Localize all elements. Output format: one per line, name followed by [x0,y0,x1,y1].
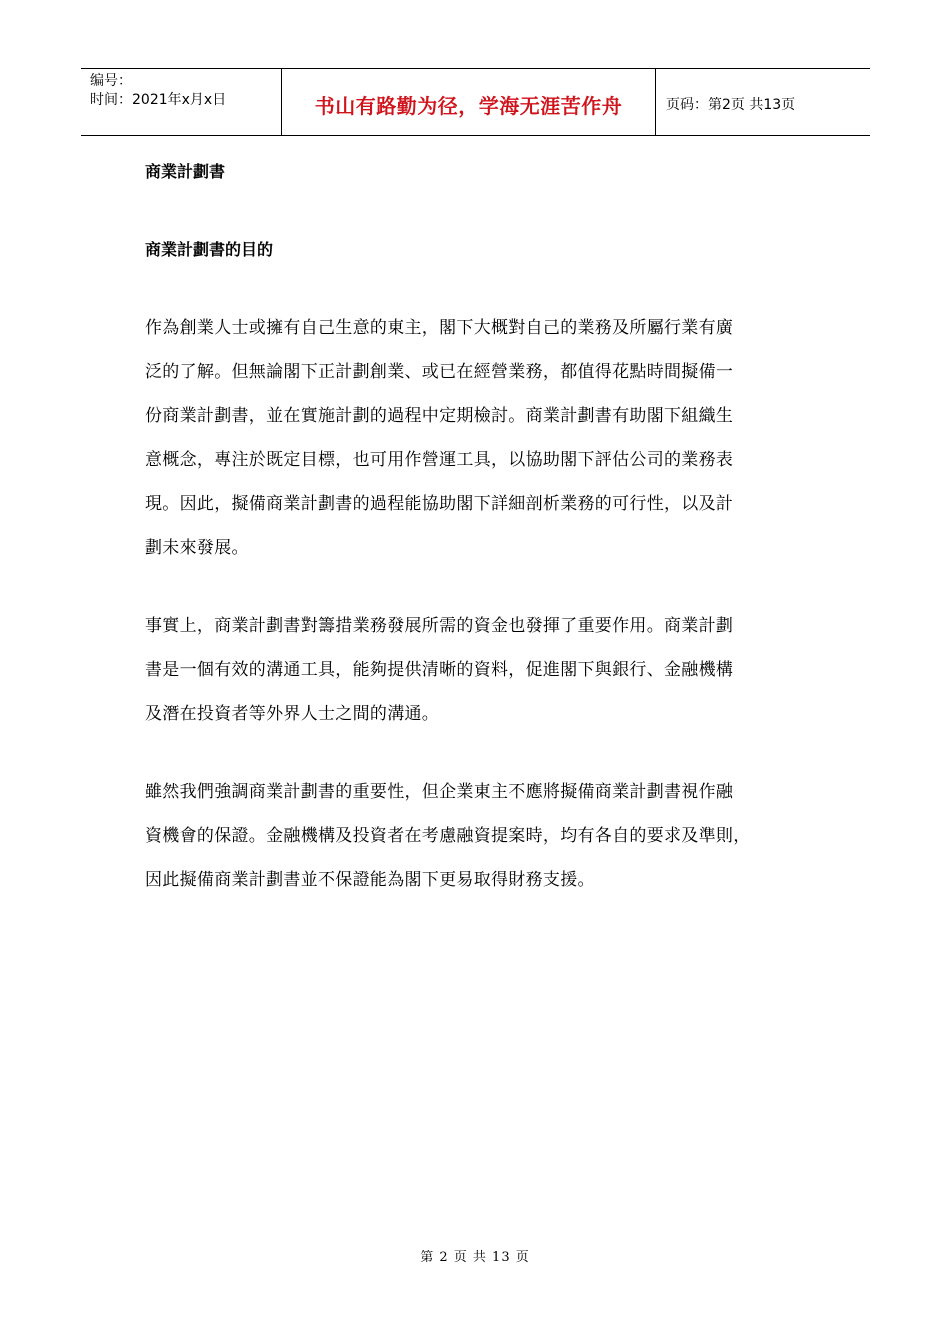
document-number-label: 编号： [90,73,132,89]
header-page-info: 页码：第2页 共13页 [666,97,796,113]
paragraph-disclaimer [145,770,810,902]
section-title: 商業計劃書的目的 [145,240,274,259]
paragraph-line: 現。因此，擬備商業計劃書的過程能協助閣下詳細剖析業務的可行性，以及計 [145,494,734,514]
paragraph-purpose [145,306,810,570]
header-motto: 书山有路勤为径，学海无涯苦作舟 [314,93,623,118]
page-footer [0,1246,950,1265]
paragraph-line: 雖然我們強調商業計劃書的重要性，但企業東主不應將擬備商業計劃書視作融 [145,782,734,802]
paragraph-line: 劃未來發展。 [145,538,249,558]
header-motto-cell [282,69,656,135]
header-page-cell [656,69,870,135]
paragraph-line: 資機會的保證。金融機構及投資者在考慮融資提案時，均有各自的要求及準則， [145,826,751,846]
paragraph-line: 因此擬備商業計劃書並不保證能為閣下更易取得財務支援。 [145,870,595,890]
paragraph-line: 作為創業人士或擁有自己生意的東主，閣下大概對自己的業務及所屬行業有廣 [145,318,734,338]
paragraph-line: 份商業計劃書，並在實施計劃的過程中定期檢討。商業計劃書有助閣下組織生 [145,406,734,426]
paragraph-line: 泛的了解。但無論閣下正計劃創業、或已在經營業務，都值得花點時間擬備一 [145,362,734,382]
document-title: 商業計劃書 [145,162,226,181]
footer-page-number: 第 2 页 共 13 页 [420,1250,530,1265]
paragraph-funding [145,604,810,736]
paragraph-line: 意概念，專注於既定目標，也可用作營運工具，以協助閣下評估公司的業務表 [145,450,734,470]
paragraph-line: 及潛在投資者等外界人士之間的溝通。 [145,704,440,724]
page-header [81,68,870,136]
paragraph-line: 書是一個有效的溝通工具，能夠提供清晰的資料，促進閣下與銀行、金融機構 [145,660,734,680]
paragraph-line: 事實上，商業計劃書對籌措業務發展所需的資金也發揮了重要作用。商業計劃 [145,616,734,636]
header-meta-cell [81,69,282,135]
document-body [145,150,810,936]
document-date-label: 时间：2021年x月x日 [90,92,227,108]
